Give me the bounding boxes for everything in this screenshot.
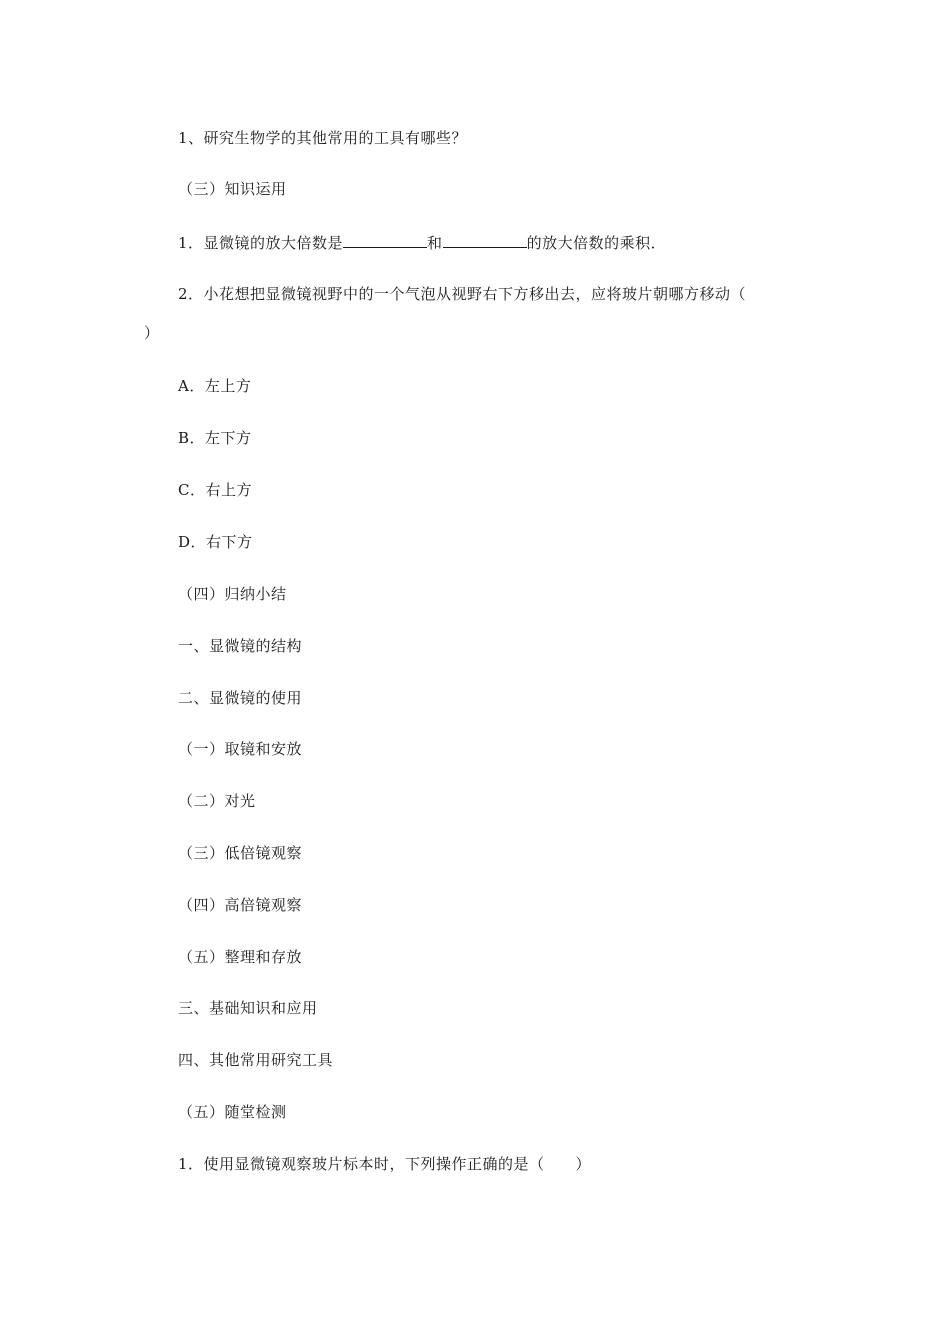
summary-item-structure: 一、显微镜的结构	[178, 637, 303, 655]
summary-subitem-1: （一）取镜和安放	[178, 740, 303, 758]
section-summary: （四）归纳小结	[178, 585, 287, 603]
option-d: D．右下方	[178, 533, 253, 551]
question-bubble-wrap: ）	[144, 324, 160, 342]
option-b: B．左下方	[178, 429, 252, 447]
question-magnification-after: 的放大倍数的乘积．	[526, 234, 667, 252]
question-tools: 1、研究生物学的其他常用的工具有哪些？	[178, 129, 468, 147]
summary-item-basics: 三、基础知识和应用	[178, 999, 318, 1017]
summary-subitem-3: （三）低倍镜观察	[178, 844, 303, 862]
summary-subitem-4: （四）高倍镜观察	[178, 896, 303, 914]
section-knowledge-application: （三）知识运用	[178, 180, 287, 198]
question-bubble: 2．小花想把显微镜视野中的一个气泡从视野右下方移出去，应将玻片朝哪方移动（	[178, 285, 747, 303]
option-c: C．右上方	[178, 481, 252, 499]
question-magnification	[178, 231, 666, 253]
section-quiz: （五）随堂检测	[178, 1103, 287, 1121]
summary-item-usage: 二、显微镜的使用	[178, 689, 303, 707]
summary-item-tools: 四、其他常用研究工具	[178, 1051, 334, 1069]
summary-subitem-5: （五）整理和存放	[178, 948, 303, 966]
quiz-question-1: 1．使用显微镜观察玻片标本时，下列操作正确的是（ ）	[178, 1155, 592, 1173]
answer-blank-2[interactable]	[443, 231, 527, 248]
summary-subitem-2: （二）对光	[178, 792, 256, 810]
answer-blank-1[interactable]	[343, 231, 427, 248]
question-magnification-before: 1．显微镜的放大倍数是	[178, 234, 344, 252]
option-a: A．左上方	[178, 377, 252, 395]
question-magnification-middle: 和	[427, 234, 443, 252]
